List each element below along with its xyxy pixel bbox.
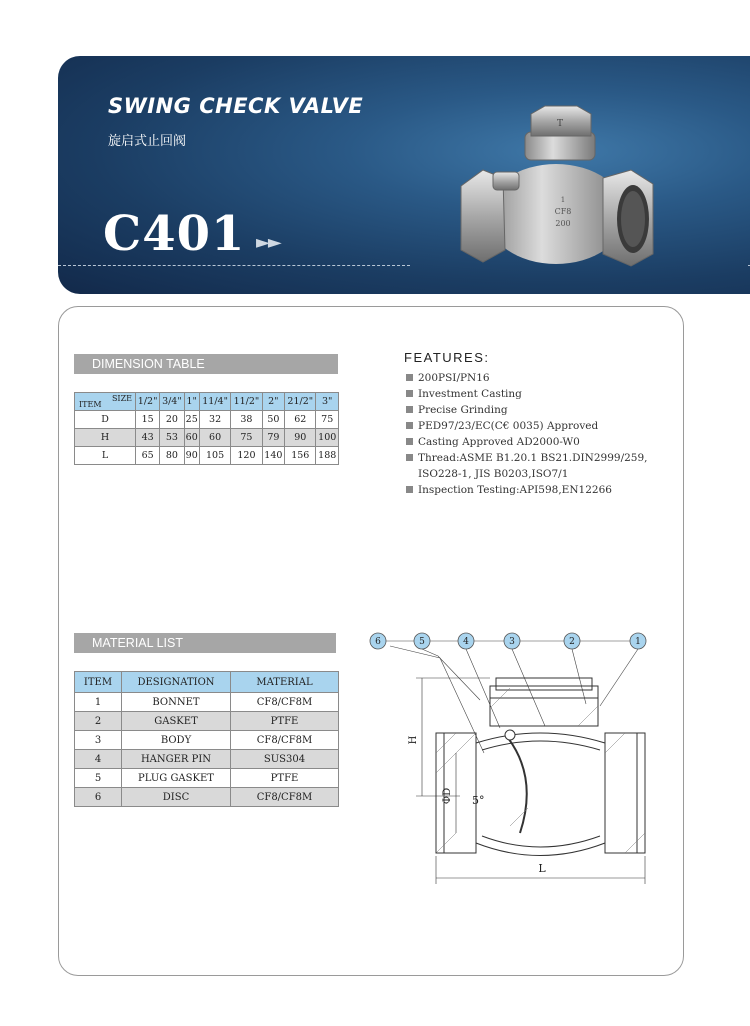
item-size-cell bbox=[75, 393, 136, 411]
double-arrow-icon: ►► bbox=[256, 232, 280, 253]
table-row bbox=[75, 693, 339, 712]
table-cell: 90 bbox=[184, 447, 199, 465]
table-cell: 60 bbox=[199, 429, 230, 447]
table-cell: 4 bbox=[75, 750, 122, 769]
column-header: DESIGNATION bbox=[122, 672, 231, 693]
table-row bbox=[75, 788, 339, 807]
table-row bbox=[75, 712, 339, 731]
table-cell: 75 bbox=[316, 411, 339, 429]
table-cell: 120 bbox=[231, 447, 262, 465]
column-header: ITEM bbox=[75, 672, 122, 693]
callout-label: 4 bbox=[463, 637, 469, 647]
size-header: 21/2" bbox=[285, 393, 316, 411]
table-cell: 25 bbox=[184, 411, 199, 429]
row-item: D bbox=[75, 411, 136, 429]
body-mark-cf8: CF8 bbox=[554, 207, 572, 216]
material-header-row bbox=[75, 672, 339, 693]
table-cell: 156 bbox=[285, 447, 316, 465]
callout-label: 3 bbox=[509, 637, 515, 647]
table-row bbox=[75, 447, 339, 465]
table-cell: CF8/CF8M bbox=[231, 731, 339, 750]
material-table bbox=[74, 671, 339, 807]
callout-label: 5 bbox=[419, 637, 425, 647]
dimension-header-row bbox=[75, 393, 339, 411]
table-cell: 62 bbox=[285, 411, 316, 429]
table-cell: 80 bbox=[160, 447, 184, 465]
table-cell: BODY bbox=[122, 731, 231, 750]
callout-label: 1 bbox=[635, 637, 641, 647]
table-cell: GASKET bbox=[122, 712, 231, 731]
column-header: MATERIAL bbox=[231, 672, 339, 693]
table-cell: 60 bbox=[184, 429, 199, 447]
table-cell: DISC bbox=[122, 788, 231, 807]
features-title: FEATURES: bbox=[404, 350, 490, 365]
table-cell: 2 bbox=[75, 712, 122, 731]
row-item: H bbox=[75, 429, 136, 447]
table-cell: 32 bbox=[199, 411, 230, 429]
feature-item: Thread:ASME B1.20.1 BS21.DIN2999/259, ISO228-1, JIS B0203,ISO7/1 bbox=[404, 450, 668, 482]
size-header: 3/4" bbox=[160, 393, 184, 411]
table-cell: CF8/CF8M bbox=[231, 788, 339, 807]
dimension-h-label: H bbox=[408, 735, 419, 745]
size-header: 1" bbox=[184, 393, 199, 411]
table-cell: 90 bbox=[285, 429, 316, 447]
item-label: ITEM bbox=[79, 400, 102, 409]
table-cell: 43 bbox=[136, 429, 160, 447]
table-cell: 188 bbox=[316, 447, 339, 465]
bonnet-mark: T bbox=[556, 119, 564, 129]
valve-photo bbox=[453, 74, 663, 274]
size-header: 3" bbox=[316, 393, 339, 411]
dashed-divider bbox=[58, 265, 410, 266]
body-mark-1: 1 bbox=[560, 196, 566, 204]
table-cell: 6 bbox=[75, 788, 122, 807]
feature-item: Investment Casting bbox=[404, 386, 668, 402]
table-cell: HANGER PIN bbox=[122, 750, 231, 769]
table-cell: PTFE bbox=[231, 769, 339, 788]
feature-item: PED97/23/EC(C€ 0035) Approved bbox=[404, 418, 668, 434]
feature-item: Casting Approved AD2000-W0 bbox=[404, 434, 668, 450]
table-cell: BONNET bbox=[122, 693, 231, 712]
dimension-d-label: ΦD bbox=[442, 787, 453, 805]
table-cell: 5 bbox=[75, 769, 122, 788]
table-cell: 3 bbox=[75, 731, 122, 750]
size-header: 1/2" bbox=[136, 393, 160, 411]
table-cell: PTFE bbox=[231, 712, 339, 731]
table-cell: 20 bbox=[160, 411, 184, 429]
features-list bbox=[404, 350, 668, 498]
table-cell: 53 bbox=[160, 429, 184, 447]
table-row bbox=[75, 769, 339, 788]
table-cell: 1 bbox=[75, 693, 122, 712]
feature-item: Precise Grinding bbox=[404, 402, 668, 418]
size-header: 2" bbox=[262, 393, 284, 411]
table-cell: 65 bbox=[136, 447, 160, 465]
table-row bbox=[75, 750, 339, 769]
table-cell: 79 bbox=[262, 429, 284, 447]
table-row bbox=[75, 731, 339, 750]
disc-angle-label: 5° bbox=[472, 794, 485, 807]
table-cell: 105 bbox=[199, 447, 230, 465]
table-row bbox=[75, 411, 339, 429]
size-header: 11/2" bbox=[231, 393, 262, 411]
table-row bbox=[75, 429, 339, 447]
table-cell: 100 bbox=[316, 429, 339, 447]
product-title-chinese: 旋启式止回阀 bbox=[108, 134, 187, 149]
dimension-table-heading: DIMENSION TABLE bbox=[74, 354, 338, 374]
table-cell: 50 bbox=[262, 411, 284, 429]
table-cell: CF8/CF8M bbox=[231, 693, 339, 712]
table-cell: SUS304 bbox=[231, 750, 339, 769]
cross-section-drawing bbox=[360, 628, 660, 888]
table-cell: 15 bbox=[136, 411, 160, 429]
table-cell: PLUG GASKET bbox=[122, 769, 231, 788]
header-banner bbox=[58, 56, 750, 294]
feature-item: 200PSI/PN16 bbox=[404, 370, 668, 386]
row-item: L bbox=[75, 447, 136, 465]
body-mark-200: 200 bbox=[555, 219, 571, 228]
product-title: SWING CHECK VALVE bbox=[108, 94, 364, 118]
table-cell: 38 bbox=[231, 411, 262, 429]
callout-label: 2 bbox=[569, 637, 575, 647]
model-number: C401 bbox=[103, 206, 246, 262]
feature-item: Inspection Testing:API598,EN12266 bbox=[404, 482, 668, 498]
dimension-l-label: L bbox=[538, 862, 546, 875]
table-cell: 140 bbox=[262, 447, 284, 465]
material-list-heading: MATERIAL LIST bbox=[74, 633, 336, 653]
dimension-table bbox=[74, 392, 339, 465]
table-cell: 75 bbox=[231, 429, 262, 447]
callout-label: 6 bbox=[375, 637, 381, 647]
size-header: 11/4" bbox=[199, 393, 230, 411]
size-label: SIZE bbox=[111, 394, 132, 403]
